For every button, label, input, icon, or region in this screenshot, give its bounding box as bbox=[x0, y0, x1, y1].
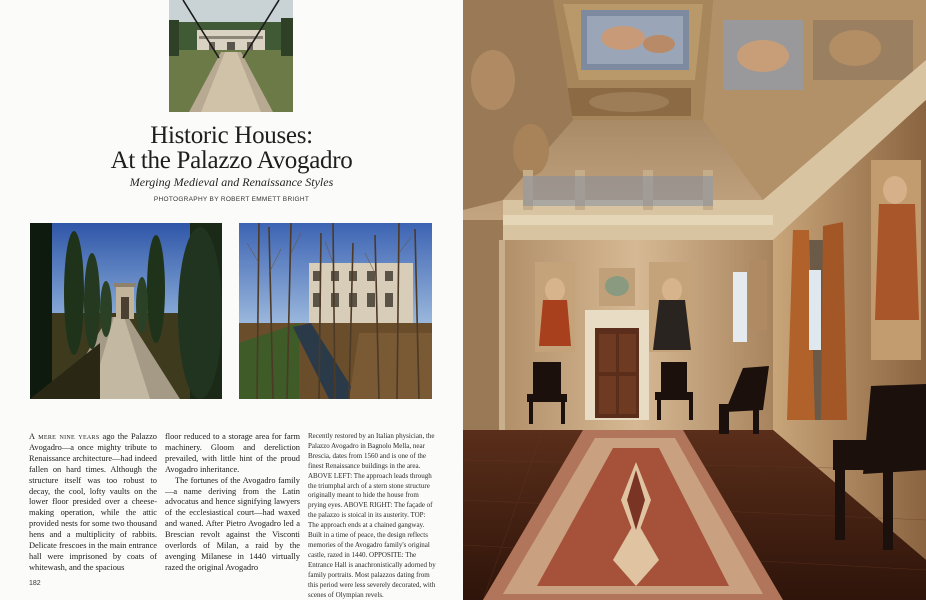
body-column-2 bbox=[165, 432, 300, 574]
photo-palazzo-facade bbox=[239, 223, 432, 399]
body-text-3: The fortunes of the Avogadro family—a name deriving from the Latin advocatus and hence signifying lawyers of the ecclesiastical court—had waxed and waned. After Pietro Avogadro led a Brescian revolt against the Visconti overlords of Milan, a raid by the avenging Milanese in 1440 virtually razed the original Avogadro bbox=[165, 475, 300, 572]
photo-credit: PHOTOGRAPHY BY ROBERT EMMETT BRIGHT bbox=[153, 196, 310, 203]
photo-cypress-approach bbox=[30, 223, 222, 399]
photo-gangway bbox=[169, 0, 293, 112]
article-title-line-1: Historic Houses: bbox=[150, 122, 313, 149]
body-column-1 bbox=[29, 432, 157, 574]
photo-caption bbox=[308, 432, 436, 600]
caption-text: Recently restored by an Italian physician, the Palazzo Avogadro in Bagnolo Mella, near Brescia, dates from 1560 and is one of the finest Renaissance buildings in the area. ABOVE LEFT: The approach leads through the triumphal arch of a stern stone structure originally meant to hide the house from prying eyes. ABOVE RIGHT: The façade of the palazzo is stoical in its austerity. TOP: The approach ends at a chained gangway. Built in a time of peace, the design reflects memories of the Avogadro family's original castle, razed in 1440. OPPOSITE: The Entrance Hall is anachronistically adorned by family portraits. Most palazzos dating from this period were less severely decorated, with scenes of Olympian revels. bbox=[308, 432, 436, 599]
page-number: 182 bbox=[29, 580, 41, 587]
article-title-line-2: At the Palazzo Avogadro bbox=[110, 147, 353, 174]
article-subtitle: Merging Medieval and Renaissance Styles bbox=[129, 175, 334, 189]
body-text-2: floor reduced to a storage area for farm machinery. Gloom and dereliction prevailed, with little hint of the proud Avogadro inheritance. bbox=[165, 432, 300, 474]
photo-entrance-hall bbox=[463, 0, 926, 600]
body-text-1: ago the Palazzo Avogadro—a once mighty tribute to Renaissance architecture—had indeed fallen on hard times. Although the structure itself was too robust to decay, the cool, lofty vaults on the lower floor presided over a cheese-making operation, while the attic provided nests for some two thousand hens and a multiplicity of rabbits. Delicate frescoes in the main entrance hall were imprisoned by coats of whitewash, and the spacious bbox=[29, 432, 157, 572]
lead-in: A mere nine years bbox=[29, 432, 100, 441]
